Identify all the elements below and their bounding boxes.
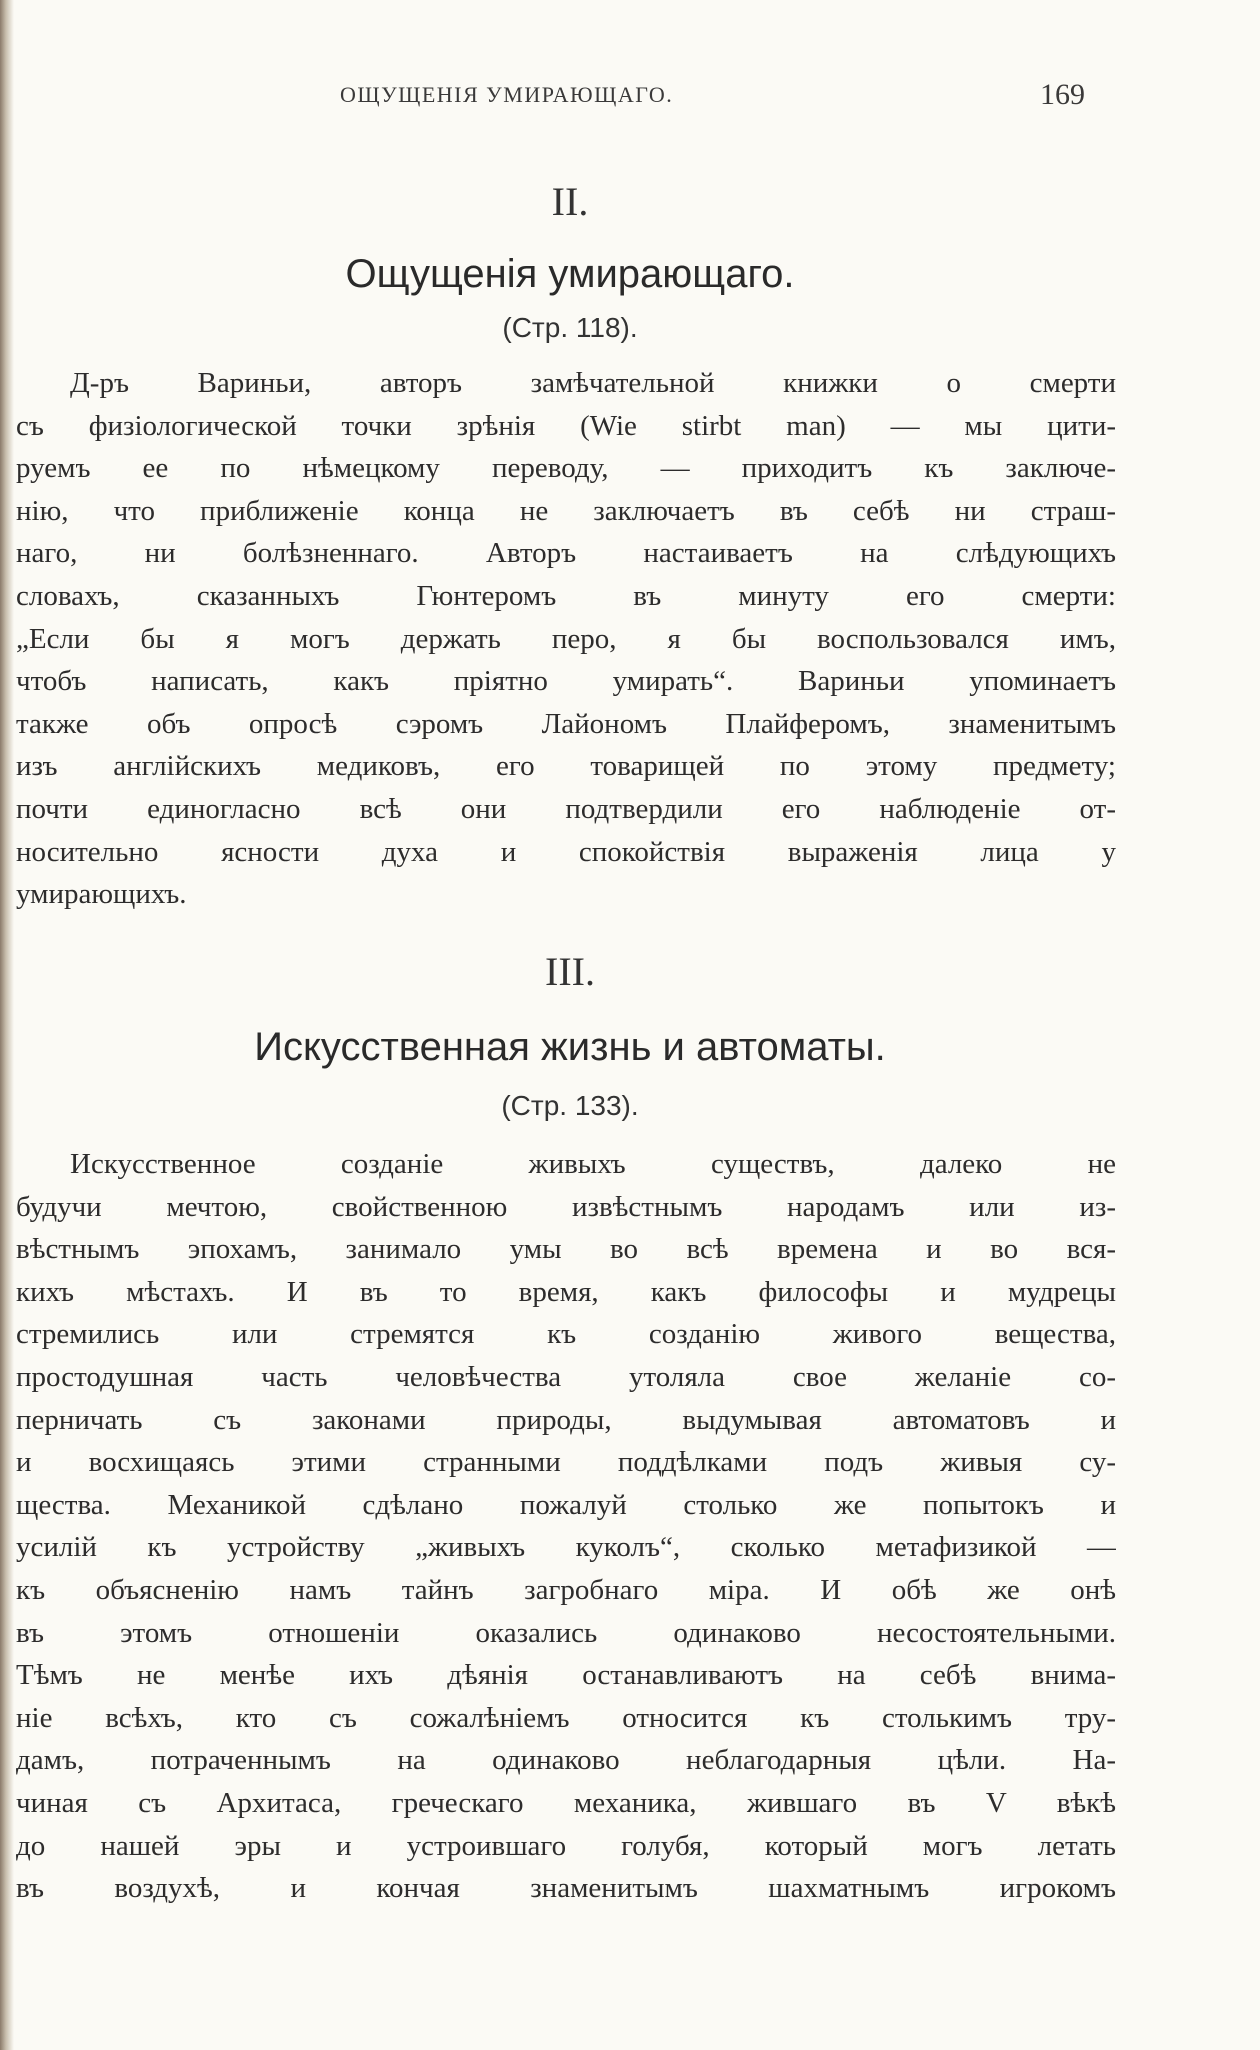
section-title: Ощущенія умирающаго.	[345, 252, 795, 296]
text-line: Искусственное созданіе живыхъ существъ, далеко не	[70, 1148, 1116, 1180]
text-line: чиная съ Архитаса, греческаго механика, жившаго въ V вѣкѣ	[16, 1786, 1116, 1819]
text-line: перничать съ законами природы, выдумывая автоматовъ и	[16, 1403, 1116, 1436]
text-line: въ воздухѣ, и кончая знаменитымъ шахматнымъ игрокомъ	[16, 1872, 1116, 1905]
section-title: Искусственная жизнь и автоматы.	[254, 1025, 886, 1069]
text-line: съ физіологической точки зрѣнія (Wie stirbt man) — мы цити-	[16, 409, 1116, 442]
text-line: къ объясненію намъ тайнъ загробнаго міра. И обѣ же онѣ	[16, 1573, 1116, 1606]
text-line: наго, ни болѣзненнаго. Авторъ настаиваетъ на слѣдующихъ	[16, 537, 1116, 570]
text-line: „Если бы я могъ держать перо, я бы воспользовался имъ,	[16, 622, 1116, 655]
text-line: чтобъ написать, какъ пріятно умирать“. Вариньи упоминаетъ	[16, 665, 1116, 698]
text-line: ніе всѣхъ, кто съ сожалѣніемъ относится къ столькимъ тру-	[16, 1701, 1116, 1734]
text-line: руемъ ее по нѣмецкому переводу, — приходитъ къ заключе-	[16, 452, 1116, 485]
text-line: въ этомъ отношеніи оказались одинаково несостоятельными.	[16, 1616, 1116, 1649]
text-line: нію, что приближеніе конца не заключаетъ въ себѣ ни страш-	[16, 494, 1116, 527]
text-line: и восхищаясь этими странными поддѣлками подъ живыя су-	[16, 1446, 1116, 1479]
section-paragraph	[16, 1143, 1116, 1910]
text-line: будучи мечтою, свойственною извѣстнымъ народамъ или из-	[16, 1190, 1116, 1223]
section-reference: (Стр. 118).	[502, 312, 638, 343]
text-line: Д-ръ Вариньи, авторъ замѣчательной книжки о смерти	[70, 367, 1116, 399]
text-line: вѣстнымъ эпохамъ, занимало умы во всѣ времена и во вся-	[16, 1233, 1116, 1266]
text-line: изъ англійскихъ медиковъ, его товарищей по этому предмету;	[16, 750, 1116, 783]
text-line: до нашей эры и устроившаго голубя, который могъ летать	[16, 1829, 1116, 1862]
section-reference: (Стр. 133).	[501, 1090, 639, 1121]
text-line: почти единогласно всѣ они подтвердили его наблюденіе от-	[16, 792, 1116, 825]
text-line: умирающихъ.	[16, 878, 187, 911]
text-line: простодушная часть человѣчества утоляла свое желаніе со-	[16, 1360, 1116, 1393]
text-line: дамъ, потраченнымъ на одинаково неблагодарныя цѣли. На-	[16, 1744, 1116, 1777]
page-number: 169	[1040, 78, 1085, 111]
text-line: Тѣмъ не менѣе ихъ дѣянія останавливаютъ на себѣ внима-	[16, 1659, 1116, 1692]
text-line: кихъ мѣстахъ. И въ то время, какъ философы и мудрецы	[16, 1275, 1116, 1308]
section-number: II.	[551, 179, 589, 224]
running-head	[0, 78, 1260, 118]
text-line: щества. Механикой сдѣлано пожалуй столько же попытокъ и	[16, 1488, 1116, 1521]
text-line: носительно ясности духа и спокойствія выраженія лица у	[16, 835, 1116, 868]
section-number: III.	[545, 949, 595, 994]
text-line: усилій къ устройству „живыхъ куколъ“, сколько метафизикой —	[16, 1531, 1116, 1564]
running-title: ОЩУЩЕНІЯ УМИРАЮЩАГО.	[340, 82, 674, 107]
text-line: стремились или стремятся къ созданію живого вещества,	[16, 1318, 1116, 1351]
section-paragraph	[16, 362, 1116, 916]
text-line: также объ опросѣ сэромъ Лайономъ Плайферомъ, знаменитымъ	[16, 707, 1116, 740]
text-line: словахъ, сказанныхъ Гюнтеромъ въ минуту его смерти:	[16, 579, 1116, 612]
